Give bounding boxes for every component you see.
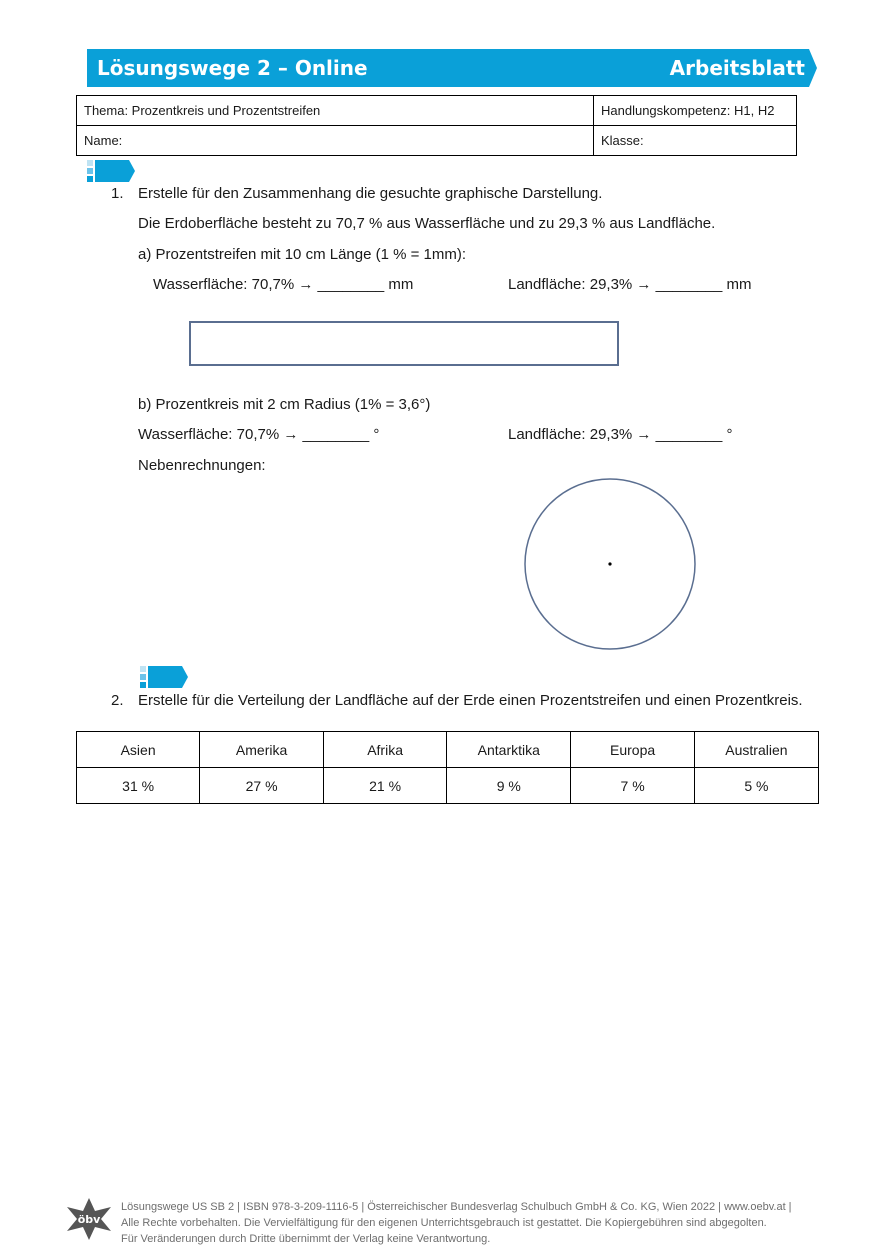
task1b-land-answer[interactable]: Landfläche: 29,3% → ________ ° (508, 426, 733, 443)
info-table (76, 95, 797, 156)
side-calculations-label: Nebenrechnungen: (138, 457, 266, 474)
header-banner (87, 49, 809, 87)
table-header-cell: Europa (571, 732, 695, 768)
percent-strip-drawing-area[interactable] (189, 321, 619, 366)
footer (121, 1199, 792, 1247)
task1-fact: Die Erdoberfläche besteht zu 70,7 % aus Wasserfläche und zu 29,3 % aus Landfläche. (138, 215, 716, 232)
name-field[interactable]: Name: (77, 126, 594, 156)
task1a-heading: a) Prozentstreifen mit 10 cm Länge (1 % = 1mm): (138, 246, 467, 263)
table-header-cell: Afrika (323, 732, 446, 768)
footer-line: Alle Rechte vorbehalten. Die Vervielfältigung für den eigenen Unterrichtsgebrauch ist gestattet. Die Kopiergebühren sind abgegolten. (121, 1217, 767, 1229)
table-header-cell: Amerika (200, 732, 324, 768)
table-cell: 5 % (694, 768, 818, 804)
task1a-land-answer[interactable]: Landfläche: 29,3% → ________ mm (508, 276, 752, 293)
task1b-water-answer[interactable]: Wasserfläche: 70,7% → ________ ° (138, 426, 380, 443)
land-distribution-table (76, 731, 819, 804)
percent-circle-drawing-area[interactable] (523, 478, 699, 654)
logo-text: öbv (77, 1213, 101, 1226)
competence-cell: Handlungskompetenz: H1, H2 (594, 96, 797, 126)
table-cell: 9 % (447, 768, 571, 804)
table-cell: 21 % (323, 768, 446, 804)
task1-number: 1. (111, 185, 124, 202)
table-header-cell: Asien (77, 732, 200, 768)
task2-instruction: Erstelle für die Verteilung der Landfläche auf der Erde einen Prozentstreifen und einen Prozentkreis. (138, 692, 803, 709)
task1-instruction: Erstelle für den Zusammenhang die gesuchte graphische Darstellung. (138, 185, 603, 202)
publisher-logo-icon (64, 1197, 114, 1241)
table-row (77, 768, 819, 804)
table-cell: 7 % (571, 768, 695, 804)
task1b-heading: b) Prozentkreis mit 2 cm Radius (1% = 3,6°) (138, 396, 431, 413)
class-field[interactable]: Klasse: (594, 126, 797, 156)
table-header-row (77, 732, 819, 768)
table-header-cell: Australien (694, 732, 818, 768)
table-cell: 27 % (200, 768, 324, 804)
task2-number: 2. (111, 692, 124, 709)
circle-center-point (608, 562, 611, 565)
task-marker-icon (140, 666, 190, 688)
footer-line: Lösungswege US SB 2 | ISBN 978-3-209-1116-5 | Österreichischer Bundesverlag Schulbuch GmbH & Co. KG, Wien 2022 | www.oebv.at | (121, 1201, 792, 1213)
footer-line: Für Veränderungen durch Dritte übernimmt der Verlag keine Verantwortung. (121, 1233, 491, 1245)
worksheet-series-title: Lösungswege 2 – Online (97, 56, 368, 80)
table-cell: 31 % (77, 768, 200, 804)
task1a-water-answer[interactable]: Wasserfläche: 70,7% → ________ mm (153, 276, 414, 293)
task-marker-icon (87, 160, 137, 182)
table-header-cell: Antarktika (447, 732, 571, 768)
worksheet-type: Arbeitsblatt (669, 56, 805, 80)
topic-cell: Thema: Prozentkreis und Prozentstreifen (77, 96, 594, 126)
